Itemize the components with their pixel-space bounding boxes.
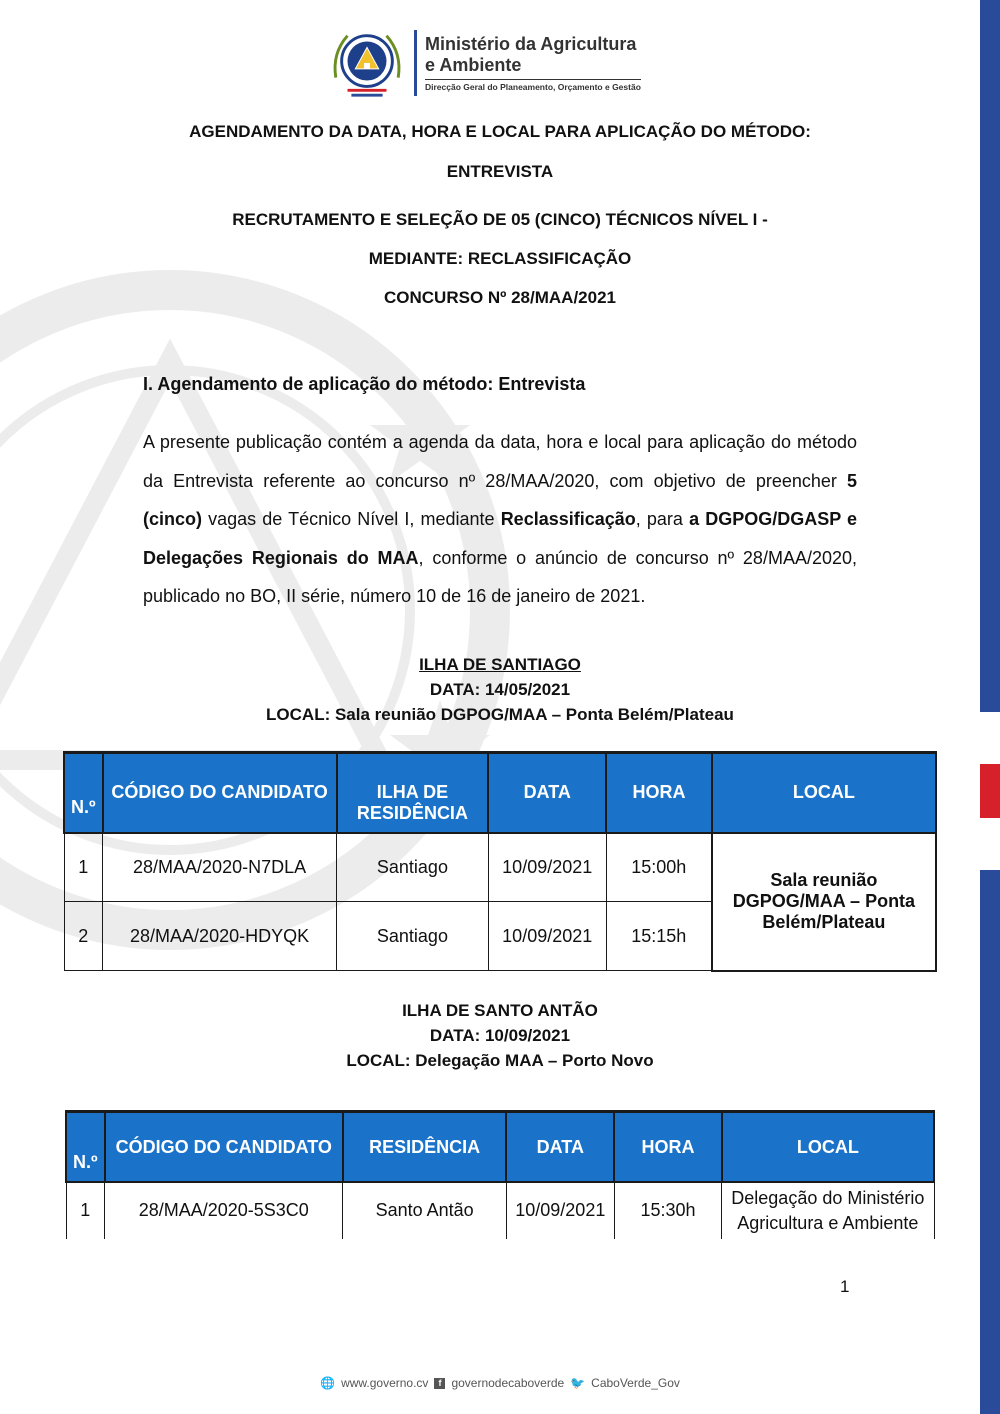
header-number: N.º <box>66 1112 105 1182</box>
row-number: 1 <box>64 833 103 902</box>
header-time: HORA <box>606 753 712 833</box>
row-local: Sala reunião DGPOG/MAA – Ponta Belém/Plateau <box>712 833 936 971</box>
santo-antao-date: DATA: 10/09/2021 <box>429 1026 571 1045</box>
row-date: 10/09/2021 <box>488 902 606 971</box>
row-candidate-code: 28/MAA/2020-N7DLA <box>103 833 337 902</box>
ministry-name-line1: Ministério da Agricultura <box>425 34 637 54</box>
table-header-row <box>66 1112 934 1182</box>
paragraph-text-3: , para <box>635 509 690 529</box>
row-number: 1 <box>66 1182 105 1239</box>
row-candidate-code: 28/MAA/2020-HDYQK <box>103 902 337 971</box>
table-row <box>64 833 936 902</box>
santiago-schedule-table <box>63 751 937 972</box>
sidebar-blue-bottom-stripe <box>980 870 1000 1414</box>
row-time: 15:00h <box>606 833 712 902</box>
row-time: 15:30h <box>614 1182 721 1239</box>
header-time: HORA <box>614 1112 721 1182</box>
title-line1: AGENDAMENTO DA DATA, HORA E LOCAL PARA APLICAÇÃO DO MÉTODO: <box>189 122 811 141</box>
santiago-local: LOCAL: Sala reunião DGPOG/MAA – Ponta Belém/Plateau <box>266 705 734 724</box>
facebook-icon: f <box>434 1378 445 1389</box>
page-number: 1 <box>840 1277 850 1296</box>
row-island: Santiago <box>337 902 489 971</box>
header-date: DATA <box>506 1112 614 1182</box>
title-line5: CONCURSO Nº 28/MAA/2021 <box>384 288 616 307</box>
ministry-subtitle: Direcção Geral do Planeamento, Orçamento e Gestão <box>425 79 641 92</box>
header-candidate-code: CÓDIGO DO CANDIDATO <box>105 1112 343 1182</box>
table-row <box>66 1182 934 1239</box>
paragraph-text-4: , conforme o anúncio de concurso nº 28/MAA/2020, publicado no BO, II série, número 10 de 16 de janeiro de 2021. <box>143 547 857 606</box>
paragraph-text-1: A presente publicação contém a agenda da data, hora e local para aplicação do método da Entrevista referente ao concurso nº 28/MAA/2020, com objetivo de preencher <box>143 432 857 491</box>
row-number: 2 <box>64 902 103 971</box>
row-local: Delegação do Ministério Agricultura e Ambiente <box>722 1182 934 1239</box>
santo-antao-local: LOCAL: Delegação MAA – Porto Novo <box>346 1051 654 1070</box>
paragraph-bold-vacancies: 5 (cinco) <box>143 470 857 529</box>
row-date: 10/09/2021 <box>488 833 606 902</box>
santo-antao-info <box>0 998 1000 1073</box>
footer-twitter[interactable]: CaboVerde_Gov <box>591 1376 680 1390</box>
ministry-text <box>425 34 641 92</box>
santiago-island-name: ILHA DE SANTIAGO <box>419 655 581 674</box>
document-subtitle <box>0 210 1000 327</box>
globe-icon: 🌐 <box>320 1376 336 1390</box>
paragraph-text-2: vagas de Técnico Nível I, mediante <box>202 509 501 529</box>
footer <box>0 1376 1000 1390</box>
header-number: N.º <box>64 753 103 833</box>
footer-facebook[interactable]: governodecaboverde <box>451 1376 565 1390</box>
sidebar-red-stripe <box>980 764 1000 818</box>
section-heading: I. Agendamento de aplicação do método: Entrevista <box>143 374 586 394</box>
coat-of-arms-icon <box>328 24 406 102</box>
title-line4: MEDIANTE: RECLASSIFICAÇÃO <box>368 249 632 268</box>
row-time: 15:15h <box>606 902 712 971</box>
header-divider <box>414 30 417 96</box>
sidebar-blue-top-stripe <box>980 0 1000 712</box>
document-title <box>0 122 1000 202</box>
header-local: LOCAL <box>712 753 936 833</box>
header-candidate-code: CÓDIGO DO CANDIDATO <box>103 753 337 833</box>
table-header-row <box>64 753 936 833</box>
paragraph-bold-reclassification: Reclassificação <box>500 509 636 529</box>
intro-paragraph <box>143 423 857 616</box>
header-date: DATA <box>488 753 606 833</box>
title-line2: ENTREVISTA <box>446 162 554 181</box>
twitter-icon: 🐦 <box>570 1376 586 1390</box>
paragraph-bold-departments: a DGPOG/DGASP e Delegações Regionais do MAA <box>143 509 858 568</box>
header-island-residence: ILHA DE RESIDÊNCIA <box>337 753 489 833</box>
footer-website[interactable]: www.governo.cv <box>341 1376 429 1390</box>
row-residence: Santo Antão <box>343 1182 506 1239</box>
ministry-name-line2: e Ambiente <box>425 55 522 75</box>
header-residence: RESIDÊNCIA <box>343 1112 506 1182</box>
row-island: Santiago <box>337 833 489 902</box>
title-line3: RECRUTAMENTO E SELEÇÃO DE 05 (CINCO) TÉCNICOS NÍVEL I - <box>232 210 768 229</box>
ministry-header <box>328 24 641 102</box>
santo-antao-schedule-table <box>65 1110 935 1239</box>
row-date: 10/09/2021 <box>506 1182 614 1239</box>
header-local: LOCAL <box>722 1112 934 1182</box>
row-candidate-code: 28/MAA/2020-5S3C0 <box>105 1182 343 1239</box>
santo-antao-island-name: ILHA DE SANTO ANTÃO <box>402 1001 598 1020</box>
santiago-info <box>0 652 1000 727</box>
santiago-date: DATA: 14/05/2021 <box>429 680 571 699</box>
